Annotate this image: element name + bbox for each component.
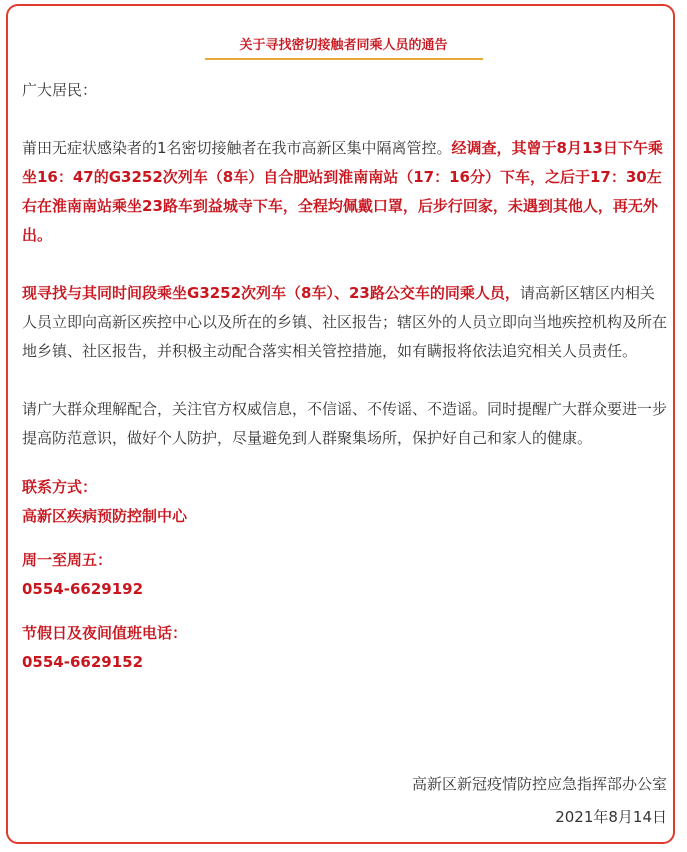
contact-org: 高新区疾病预防控制中心 [22, 507, 188, 525]
holiday-phone: 0554-6629152 [22, 653, 144, 671]
paragraph-1 [22, 134, 668, 250]
issuer: 高新区新冠疫情防控应急指挥部办公室 [411, 775, 667, 793]
paragraph-2-normal: 请高新区辖区内相关人员立即向高新区疾控中心以及所在的乡镇、社区报告；辖区外的人员立即向当地疾控机构及所在地乡镇、社区报告，并积极主动配合落实相关管控措施，如有瞒报将依法追究相关人员责任。 [22, 284, 668, 360]
paragraph-2 [22, 279, 668, 366]
paragraph-3: 请广大群众理解配合，关注官方权威信息，不信谣、不传谣、不造谣。同时提醒广大群众要进一步提高防范意识，做好个人防护，尽量避免到人群聚集场所，保护好自己和家人的健康。 [22, 400, 668, 447]
paragraph-1-highlight: 经调查，其曾于8月13日下午乘坐16：47的G3252次列车（8车）自合肥站到淮南南站（17：16分）下车，之后于17：30左右在淮南南站乘坐23路车到益城寺下车，全程均佩戴口罩，后步行回家，未遇到其他人，再无外出。 [22, 139, 663, 244]
signature-block [412, 768, 667, 834]
weekday-phone: 0554-6629192 [22, 580, 144, 598]
notice-title: 关于寻找密切接触者同乘人员的通告 [239, 38, 448, 53]
paragraph-2-highlight: 现寻找与其同时间段乘坐G3252次列车（8车）、23路公交车的同乘人员， [22, 284, 520, 302]
contact-section [22, 473, 668, 677]
weekday-label: 周一至周五： [22, 551, 113, 569]
greeting: 广大居民： [22, 81, 98, 99]
notice-body [22, 76, 668, 677]
paragraph-1-normal: 莆田无症状感染者的1名密切接触者在我市高新区集中隔离管控。 [22, 139, 452, 157]
contact-label: 联系方式： [22, 478, 98, 496]
holiday-label: 节假日及夜间值班电话： [22, 624, 188, 642]
issue-date: 2021年8月14日 [555, 808, 667, 826]
title-underline [205, 58, 483, 60]
